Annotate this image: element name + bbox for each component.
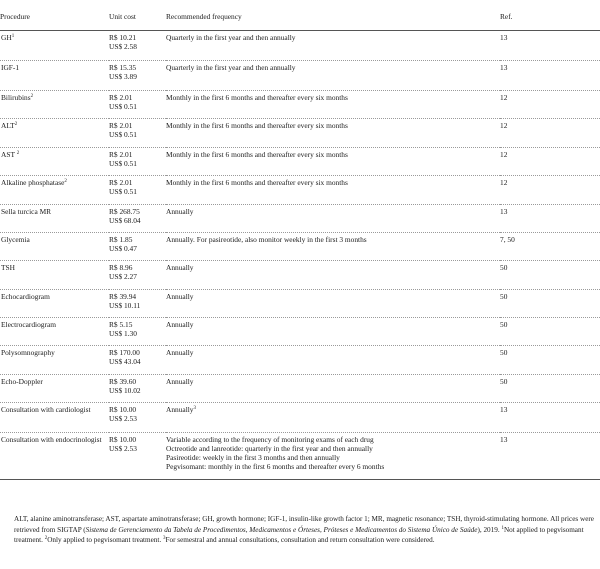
footnote-year: ), 2019.: [477, 525, 502, 534]
table-body: [0, 31, 600, 480]
procedure-name: Consultation with endocrinologist: [1, 435, 102, 444]
procedure-footnote-mark: 2: [14, 122, 18, 127]
header-unit-cost: Unit cost: [109, 8, 166, 31]
procedure-name: Consultation with cardiologist: [1, 405, 91, 414]
cell-ref: 13: [500, 61, 600, 91]
frequency-line: Annually: [166, 292, 194, 301]
procedure-name: AST: [1, 150, 17, 159]
procedure-name: TSH: [1, 263, 15, 272]
frequency-line: Quarterly in the first year and then annually: [166, 33, 296, 42]
cell-procedure: [0, 375, 109, 403]
cell-unit-cost: [109, 261, 166, 290]
cost-brl: R$ 2.01: [109, 93, 133, 102]
table-row: [0, 119, 600, 148]
cost-brl: R$ 2.01: [109, 178, 133, 187]
frequency-text: [166, 93, 500, 102]
table-row: [0, 31, 600, 61]
header-frequency: Recommended frequency: [166, 8, 500, 31]
procedure-footnote-mark: 1: [11, 34, 15, 39]
cell-procedure: [0, 318, 109, 346]
procedure-name: Glycemia: [1, 235, 30, 244]
cost-usd: US$ 2.27: [109, 272, 137, 281]
table-row: [0, 205, 600, 233]
cell-ref: 13: [500, 205, 600, 233]
table-row: [0, 403, 600, 433]
procedure-footnote-mark: 2: [64, 179, 67, 184]
footnote-abbreviations: ALT, alanine aminotransferase; AST, aspartate aminotransferase; GH, growth hormone; IGF-1, insulin-like growth factor 1; MR, magnetic resonance; TSH, thyroid-stimulating hormone. All prices were retrieved from SIGTAP (: [14, 515, 594, 534]
table-row: [0, 91, 600, 119]
cost-usd: US$ 3.89: [109, 72, 137, 81]
table-row: [0, 290, 600, 318]
frequency-text: [166, 178, 500, 187]
cell-ref: 50: [500, 290, 600, 318]
cell-unit-cost: [109, 91, 166, 119]
cell-frequency: [166, 290, 500, 318]
cost-usd: US$ 2.53: [109, 444, 137, 453]
cell-frequency: [166, 31, 500, 61]
cell-frequency: [166, 318, 500, 346]
cell-frequency: [166, 233, 500, 261]
cell-unit-cost: [109, 290, 166, 318]
cell-ref: 13: [500, 433, 600, 480]
procedure-name: ALT: [1, 121, 15, 130]
frequency-line: Variable according to the frequency of monitoring exams of each drug: [166, 435, 374, 444]
cost-brl: R$ 1.85: [109, 235, 133, 244]
frequency-text: [166, 63, 500, 72]
frequency-text: [166, 320, 500, 329]
frequency-text: [166, 405, 500, 414]
frequency-line: Octreotide and lanreotide: quarterly in the first year and then annually: [166, 444, 373, 453]
cost-brl: R$ 8.96: [109, 263, 133, 272]
procedure-footnote-mark: 2: [30, 94, 34, 99]
cell-unit-cost: [109, 346, 166, 375]
frequency-text: [166, 435, 500, 444]
header-procedure: Procedure: [0, 8, 109, 31]
footnote-mark-3: 3: [163, 536, 166, 541]
cost-brl: R$ 268.75: [109, 207, 140, 216]
frequency-line: Annually: [166, 348, 194, 357]
frequency-text: [166, 150, 500, 159]
cell-unit-cost: [109, 119, 166, 148]
frequency-text: [166, 462, 500, 471]
cell-procedure: [0, 233, 109, 261]
frequency-text: [166, 444, 500, 453]
cell-unit-cost: [109, 375, 166, 403]
procedure-name: Echo-Doppler: [1, 377, 43, 386]
frequency-text: [166, 207, 500, 216]
cell-ref: 13: [500, 403, 600, 433]
cost-brl: R$ 10.00: [109, 405, 137, 414]
cell-unit-cost: [109, 61, 166, 91]
table-row: [0, 261, 600, 290]
cell-frequency: [166, 205, 500, 233]
frequency-text: [166, 348, 500, 357]
frequency-line: Annually: [166, 405, 194, 414]
cell-frequency: [166, 119, 500, 148]
cell-ref: 13: [500, 31, 600, 61]
cell-procedure: [0, 119, 109, 148]
cost-brl: R$ 170.00: [109, 348, 140, 357]
table-row: [0, 148, 600, 176]
cell-procedure: [0, 61, 109, 91]
cell-frequency: [166, 148, 500, 176]
frequency-line: Pasireotide: weekly in the first 3 months and then annually: [166, 453, 340, 462]
cost-brl: R$ 2.01: [109, 150, 133, 159]
frequency-text: [166, 121, 500, 130]
cell-frequency: [166, 346, 500, 375]
table-row: [0, 61, 600, 91]
frequency-line: Monthly in the first 6 months and thereafter every six months: [166, 93, 348, 102]
cost-usd: US$ 10.02: [109, 386, 141, 395]
frequency-text: [166, 292, 500, 301]
cell-procedure: [0, 403, 109, 433]
table-footnote: [0, 514, 600, 546]
cost-usd: US$ 0.51: [109, 130, 137, 139]
cell-frequency: [166, 61, 500, 91]
cell-procedure: [0, 433, 109, 480]
frequency-line: Monthly in the first 6 months and thereafter every six months: [166, 178, 348, 187]
table-row: [0, 346, 600, 375]
footnote-2: Only applied to pegvisomant treatment.: [47, 536, 164, 544]
frequency-text: [166, 377, 500, 386]
frequency-line: Annually. For pasireotide, also monitor weekly in the first 3 months: [166, 235, 367, 244]
footnote-mark-2: 2: [44, 536, 48, 541]
cell-ref: 12: [500, 119, 600, 148]
frequency-line: Annually: [166, 377, 194, 386]
frequency-footnote-mark: 3: [193, 406, 197, 411]
cost-usd: US$ 0.51: [109, 187, 137, 196]
footnote-3: For semestral and annual consultations, consultation and return consultation were considered.: [165, 536, 435, 544]
cost-usd: US$ 1.30: [109, 329, 137, 338]
cost-brl: R$ 2.01: [109, 121, 133, 130]
cell-unit-cost: [109, 318, 166, 346]
cell-ref: 50: [500, 261, 600, 290]
cell-procedure: [0, 91, 109, 119]
cell-ref: 12: [500, 91, 600, 119]
frequency-line: Quarterly in the first year and then annually: [166, 63, 296, 72]
footnote-mark-1: 1: [501, 525, 504, 531]
cell-unit-cost: [109, 205, 166, 233]
costs-table: [0, 8, 600, 480]
cost-usd: US$ 2.53: [109, 414, 137, 423]
table-row: [0, 375, 600, 403]
procedure-footnote-mark: 2: [16, 151, 20, 156]
footnote-sigtap-name: Sistema de Gerenciamento da Tabela de Procedimentos, Medicamentos e Órteses, Próteses e Medicamentos do Sistema Único de Saúde: [85, 525, 478, 534]
procedure-name: Echocardiogram: [1, 292, 50, 301]
cell-ref: 12: [500, 176, 600, 205]
cell-ref: 50: [500, 346, 600, 375]
frequency-line: Pegvisomant: monthly in the first 6 months and thereafter every 6 months: [166, 462, 385, 471]
table-row: [0, 233, 600, 261]
procedure-name: Bilirubins: [1, 93, 31, 102]
cost-usd: US$ 0.47: [109, 244, 137, 253]
procedure-name: Sella turcica MR: [1, 207, 52, 216]
cell-procedure: [0, 290, 109, 318]
cell-unit-cost: [109, 148, 166, 176]
cell-ref: 12: [500, 148, 600, 176]
cell-frequency: [166, 261, 500, 290]
cell-procedure: [0, 148, 109, 176]
cost-usd: US$ 0.51: [109, 102, 137, 111]
table-header-row: [0, 8, 600, 31]
cell-unit-cost: [109, 31, 166, 61]
cost-brl: R$ 10.00: [109, 435, 137, 444]
cell-procedure: [0, 176, 109, 205]
procedure-name: IGF-1: [1, 63, 20, 72]
frequency-text: [166, 33, 500, 42]
cost-brl: R$ 10.21: [109, 33, 137, 42]
cost-brl: R$ 39.60: [109, 377, 137, 386]
cost-brl: R$ 39.94: [109, 292, 137, 301]
cell-frequency: [166, 91, 500, 119]
frequency-line: Annually: [166, 207, 194, 216]
cell-procedure: [0, 261, 109, 290]
cell-frequency: [166, 375, 500, 403]
frequency-line: Annually: [166, 320, 194, 329]
table-row: [0, 318, 600, 346]
cell-unit-cost: [109, 433, 166, 480]
cost-brl: R$ 15.35: [109, 63, 137, 72]
procedure-name: Electrocardiogram: [1, 320, 56, 329]
cell-procedure: [0, 346, 109, 375]
cell-procedure: [0, 205, 109, 233]
cell-ref: 50: [500, 375, 600, 403]
cell-frequency: [166, 403, 500, 433]
frequency-line: Monthly in the first 6 months and thereafter every six months: [166, 150, 348, 159]
footnote-1: Not applied to pegvisomant treatment.: [14, 525, 584, 544]
cell-unit-cost: [109, 233, 166, 261]
procedure-name: GH: [1, 33, 12, 42]
procedure-name: Polysomnography: [1, 348, 55, 357]
cell-frequency: [166, 176, 500, 205]
table-row: [0, 176, 600, 205]
cost-usd: US$ 2.58: [109, 42, 137, 51]
frequency-text: [166, 235, 500, 244]
cell-unit-cost: [109, 403, 166, 433]
procedure-name: Alkaline phosphatase: [1, 178, 65, 187]
cell-procedure: [0, 31, 109, 61]
cell-ref: 7, 50: [500, 233, 600, 261]
table-row: [0, 433, 600, 480]
cost-usd: US$ 0.51: [109, 159, 137, 168]
cell-ref: 50: [500, 318, 600, 346]
frequency-line: Annually: [166, 263, 194, 272]
header-ref: Ref.: [500, 8, 600, 31]
cell-frequency: [166, 433, 500, 480]
cost-usd: US$ 43.04: [109, 357, 141, 366]
cost-usd: US$ 68.04: [109, 216, 141, 225]
cell-unit-cost: [109, 176, 166, 205]
frequency-line: Monthly in the first 6 months and thereafter every six months: [166, 121, 348, 130]
frequency-text: [166, 453, 500, 462]
cost-usd: US$ 10.11: [109, 301, 141, 310]
cost-brl: R$ 5.15: [109, 320, 133, 329]
frequency-text: [166, 263, 500, 272]
